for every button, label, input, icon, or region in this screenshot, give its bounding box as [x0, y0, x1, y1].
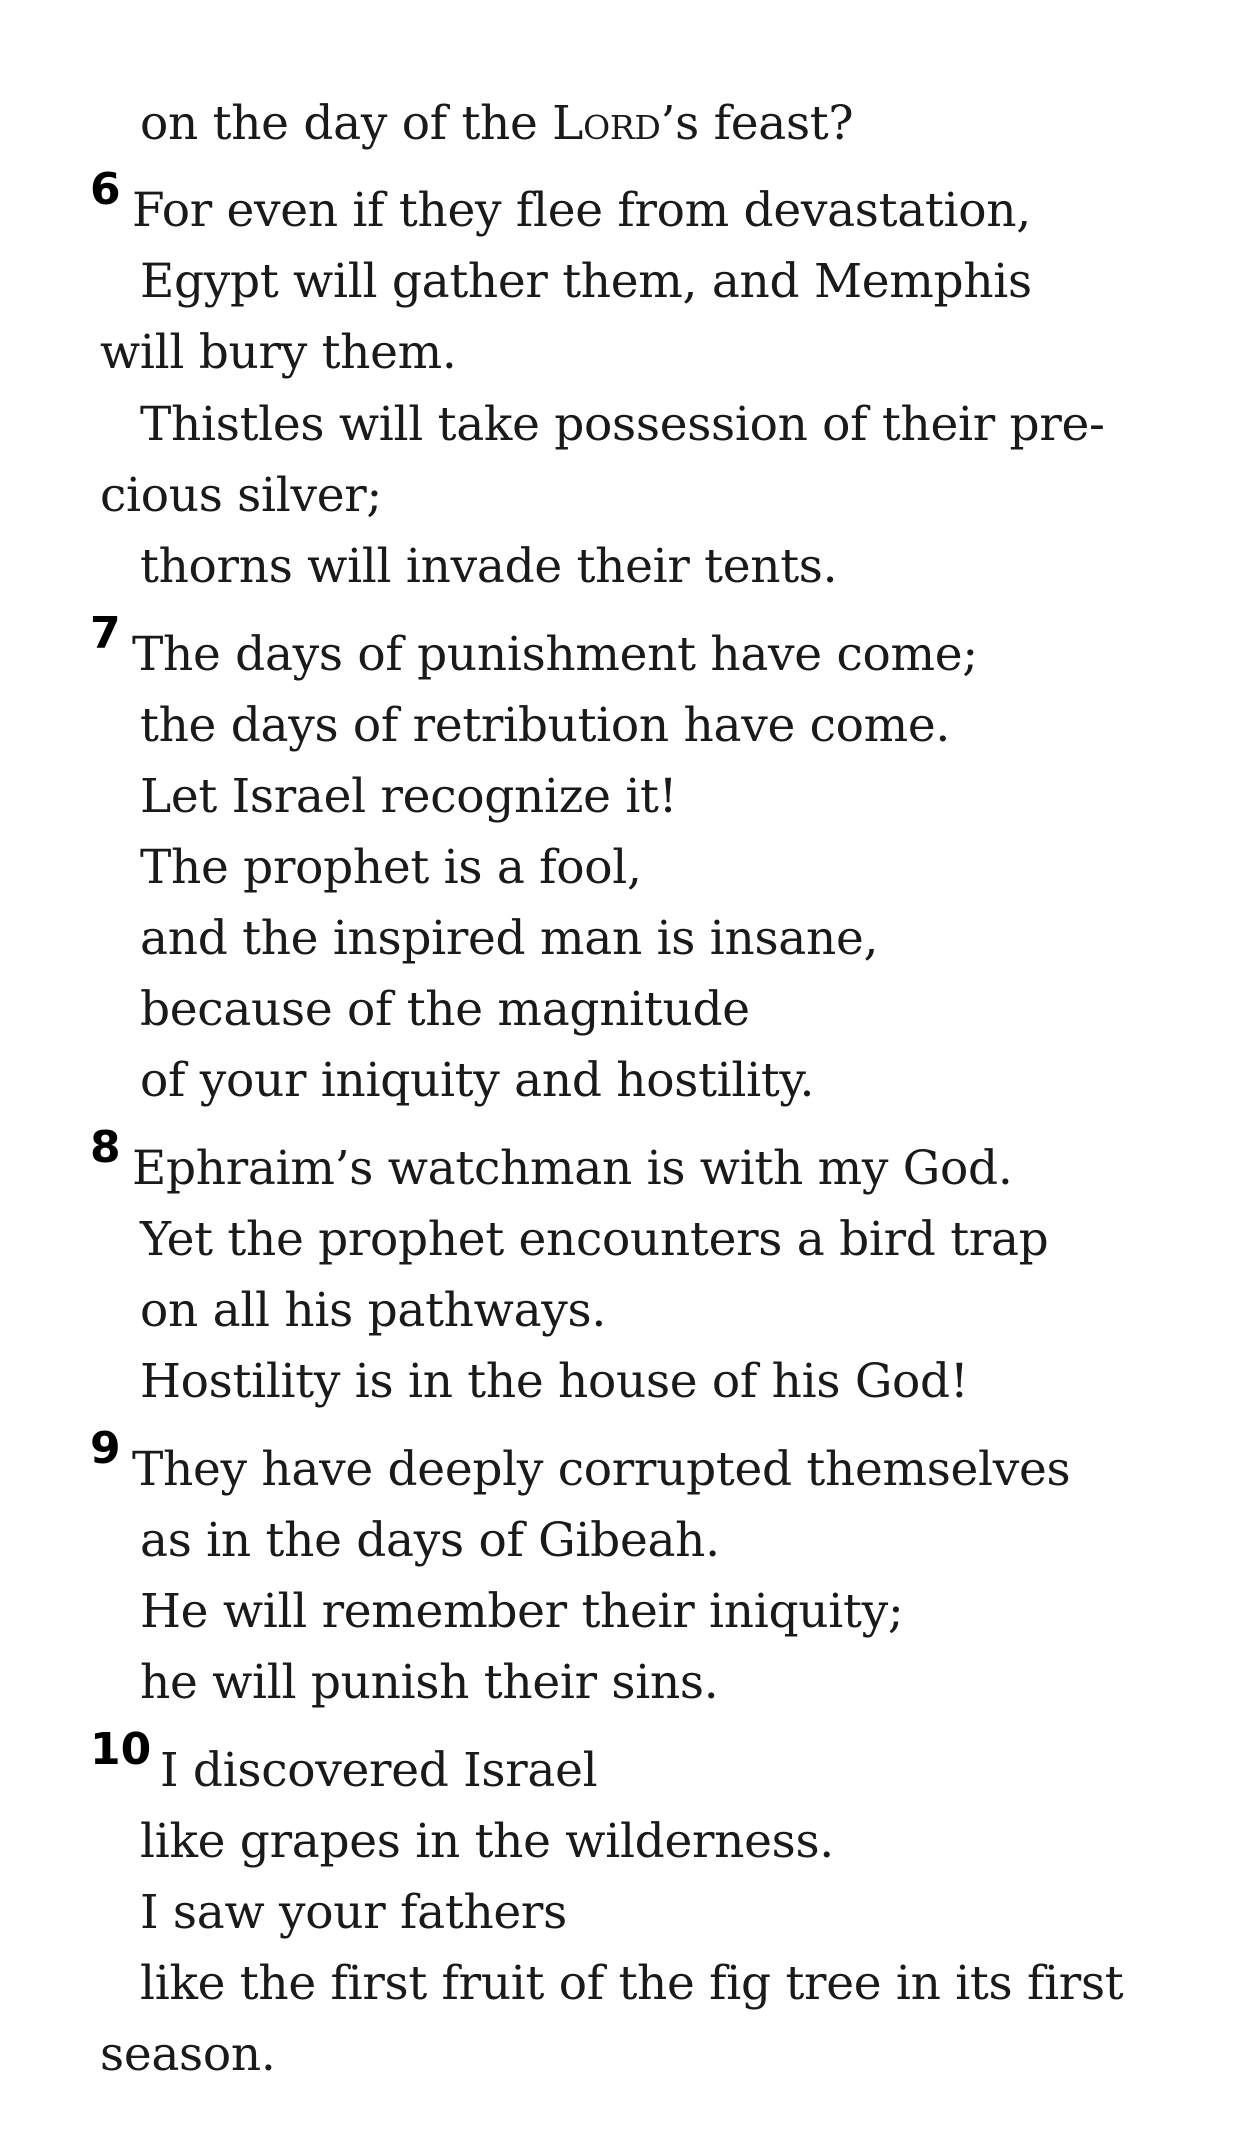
- verse-line: I saw your fathers: [140, 1885, 567, 1940]
- verse-line: like grapes in the wilderness.: [140, 1814, 834, 1869]
- verse-line: like the first fruit of the fig tree in its first: [140, 1956, 1124, 2011]
- verse-line: of your iniquity and hostility.: [140, 1053, 815, 1108]
- verse-line: will bury them.: [100, 325, 457, 380]
- verse-number-6: 6: [90, 164, 121, 215]
- verse-line: because of the magnitude: [140, 982, 750, 1037]
- verse-line: Thistles will take possession of their pre-: [140, 397, 1105, 452]
- verse-text: on the day of the Lord’s feast?: [140, 96, 854, 151]
- verse-line: He will remember their iniquity;: [140, 1584, 904, 1639]
- verse-number-9: 9: [90, 1423, 121, 1474]
- verse-line: thorns will invade their tents.: [140, 539, 838, 594]
- verse-line: cious silver;: [100, 468, 382, 523]
- verse-line: [0, 88, 1222, 160]
- verse-line: Hostility is in the house of his God!: [140, 1354, 969, 1409]
- verse-number-10: 10: [90, 1724, 152, 1775]
- verse-line: The prophet is a fool,: [140, 840, 642, 895]
- verse-line: and the inspired man is insane,: [140, 911, 879, 966]
- verse-line: Let Israel recognize it!: [140, 769, 678, 824]
- verse-line: Ephraim’s watchman is with my God.: [132, 1141, 1013, 1196]
- verse-line: They have deeply corrupted themselves: [132, 1442, 1071, 1497]
- verse-line: on all his pathways.: [140, 1283, 607, 1338]
- verse-line: as in the days of Gibeah.: [140, 1513, 720, 1568]
- verse-line: he will punish their sins.: [140, 1655, 719, 1710]
- verse-line: Yet the prophet encounters a bird trap: [140, 1212, 1049, 1267]
- verse-line: For even if they flee from devastation,: [132, 183, 1031, 238]
- verse-number-8: 8: [90, 1122, 121, 1173]
- verse-line: Egypt will gather them, and Memphis: [140, 254, 1032, 309]
- verse-line: I discovered Israel: [160, 1743, 598, 1798]
- verse-line: season.: [100, 2027, 276, 2082]
- lord-small-caps: Lord: [552, 96, 661, 151]
- verse-line: the days of retribution have come.: [140, 698, 951, 753]
- verse-number-7: 7: [90, 608, 121, 659]
- verse-line: The days of punishment have come;: [132, 627, 978, 682]
